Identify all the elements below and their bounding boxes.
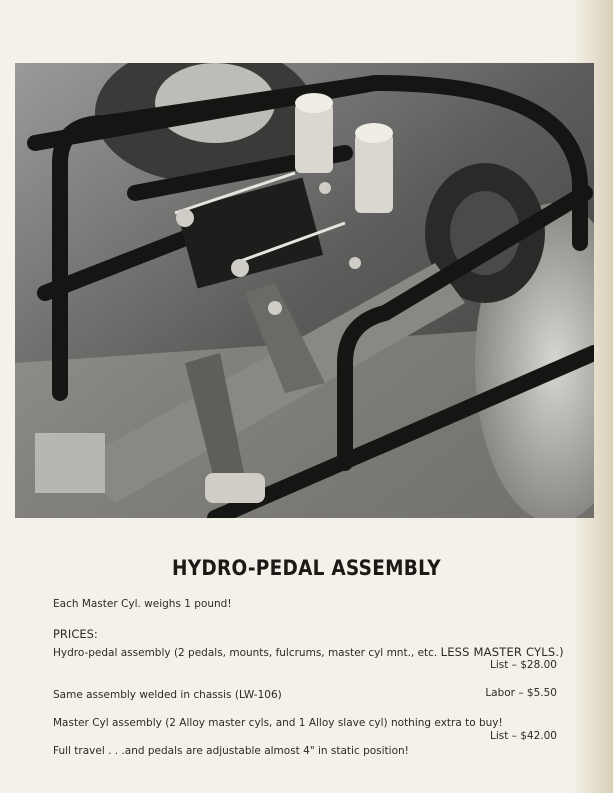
item-3-price: List – $42.00 [489, 730, 557, 742]
weight-note: Each Master Cyl. weighs 1 pound! [53, 598, 232, 610]
hydro-pedal-photo [15, 63, 594, 518]
footer-note: Full travel . . .and pedals are adjustable almost 4" in static position! [53, 745, 409, 757]
item-1-price: List – $28.00 [489, 659, 557, 671]
item-2-description: Same assembly welded in chassis (LW-106) [53, 689, 282, 701]
item-2-price: Labor – $5.50 [485, 687, 557, 699]
item-1-description-text: Hydro-pedal assembly (2 pedals, mounts, fulcrums, master cyl mnt., etc. [53, 647, 438, 659]
item-3-description: Master Cyl assembly (2 Alloy master cyls, and 1 Alloy slave cyl) nothing extra to buy! [53, 717, 503, 729]
prices-heading: PRICES: [53, 627, 98, 641]
item-1-description [53, 645, 564, 659]
page-title: HYDRO-PEDAL ASSEMBLY [172, 556, 441, 580]
item-1-description-caps: LESS MASTER CYLS.) [440, 645, 564, 659]
